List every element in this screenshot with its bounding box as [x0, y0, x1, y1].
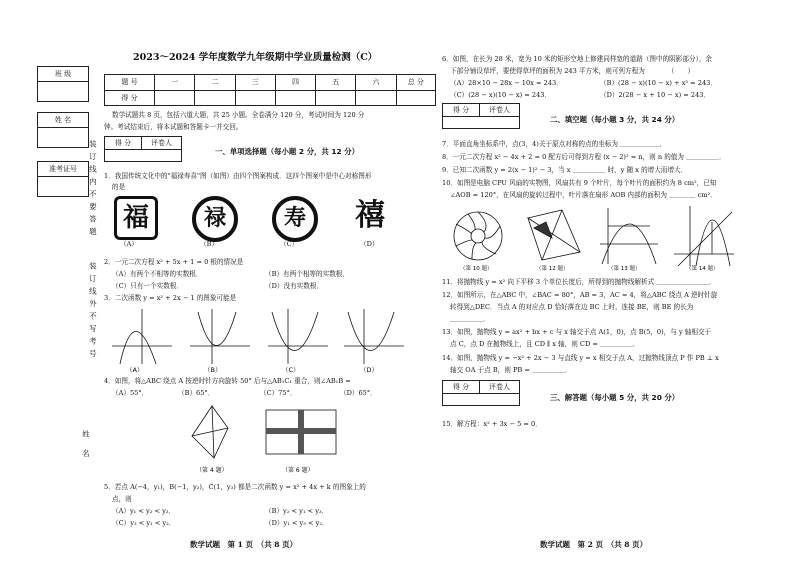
scorer-grader-label: 评卷人: [480, 381, 519, 394]
scorer-score-label: 得 分: [443, 104, 480, 117]
notice-line-2: 钟。考试结束后，将本试题和答题卡一并交回。: [104, 123, 243, 131]
q1-option-a: （A）: [120, 240, 138, 248]
name-label: 姓 名: [38, 113, 88, 128]
page-1-footer: 数学试题 第 1 页 （共 8 页）: [190, 540, 298, 549]
figures-row: [450, 204, 740, 272]
triangle-figure: [528, 210, 580, 260]
figure-4: [182, 400, 252, 475]
score-table-score-row: [105, 91, 435, 105]
q5-option-a: （A）y₁ < y₂ < y₃．: [112, 507, 176, 515]
q3-text: 3．二次函数 y = x² + 2x − 1 的图象可能是: [104, 294, 237, 302]
q1-text: 1．我国传统文化中的"福禄寿喜"图（如图）由四个图案构成．这四个图案中是中心对称图形: [104, 172, 372, 180]
q1-option-b: （B）: [200, 240, 219, 248]
q7-text: 7．平面直角坐标系中，点(3，4)关于原点对称的点的坐标为 ＿＿＿＿＿＿．: [442, 140, 667, 148]
q2-text: 2．一元二次方程 x² + 5x + 1 = 0 根的情况是: [104, 258, 244, 266]
section-2-heading: 二、填空题（每小题 3 分，共 24 分）: [550, 115, 680, 124]
q5-option-d: （D）y₁ < y₃ < y₂．: [265, 519, 329, 527]
score-row-label: 得 分: [105, 91, 155, 105]
q4-option-d: （D）65°．: [340, 389, 377, 397]
scorer-score-label: 得 分: [105, 137, 142, 150]
binding-line-text-2: 装订线外不写考号: [88, 262, 98, 362]
q12-text-cont: 转得到△DEC．当点 A 的对应点 D 恰好落在边 BC 上时，连接 BE，则 BE 的长为: [450, 303, 694, 311]
q15-text: 15．解方程：x² + 3x − 5 = 0．: [442, 420, 542, 428]
q1-option-c: （C）: [280, 240, 299, 248]
figure-6: [262, 408, 342, 476]
q2-option-b: （B）有两个相等的实数根．: [265, 270, 349, 278]
parabola-13-figure: [600, 208, 658, 264]
score-table: [104, 74, 436, 106]
binding-line-text: 装订线内不要答题: [88, 140, 98, 240]
q5-option-c: （C）y₃ < y₁ < y₂．: [112, 519, 176, 527]
figure-13-caption: （第 13 题）: [608, 266, 641, 272]
q6-option-d: （D）2(28 − x + 10 − x) = 243．: [600, 91, 711, 99]
figure-10-caption: （第 10 题）: [460, 266, 493, 272]
fu-character-icon: 福: [114, 196, 158, 240]
parabola-14-figure: [674, 206, 734, 266]
q10-text: 10．如图是电脑 CPU 风扇的实物图，风扇共有 9 个叶片，每个叶片的面积约为 8 cm²，已知: [442, 179, 717, 187]
q13-text-cont: 点 C，点 D 在抛物线上，且 CD ∥ x 轴，则 CD = ＿＿＿＿＿．: [450, 340, 640, 348]
scorer-score-label: 得 分: [443, 381, 480, 394]
q12-text-cont-2: ＿＿＿＿＿．: [450, 315, 490, 323]
q10-text-cont: ∠AOB = 120°，在风扇的旋转过程中，叶片落在扇形 AOB 内部的面积为 ＿＿＿＿ cm²．: [450, 191, 717, 199]
notice-line-1: 数学试题共 8 页，包括六道大题，共 25 小题。全卷满分 120 分，考试时间为 120 分: [112, 111, 365, 119]
score-col: 一: [155, 75, 195, 90]
q4-option-b: （B）65°．: [178, 389, 215, 397]
q2-option-c: （C）只有一个实数根．: [112, 282, 183, 290]
score-col: 六: [356, 75, 396, 90]
q5-text: 5．若点 A(−4，y₁)，B(−1，y₂)，C(1，y₃) 都是二次函数 y = x² + 4x + k 的图象上的: [104, 483, 366, 491]
q12-text: 12．如图所示，在△ABC 中，∠BAC = 80°，AB = 3，AC = 4，将△ABC 绕点 A 逆时针旋: [442, 291, 718, 299]
page-2-footer: 数学试题 第 2 页 （共 8 页）: [540, 540, 648, 549]
shou-character-icon: 寿: [272, 196, 318, 242]
scorer-grader-label: 评卷人: [142, 137, 181, 150]
q3-graph-b: [190, 309, 250, 364]
score-col: 题 号: [105, 75, 155, 90]
exam-no-box: [37, 161, 89, 197]
q4-option-c: （C）75°．: [260, 389, 297, 397]
score-col: 四: [276, 75, 316, 90]
q14-text: 14．如图，抛物线 y = −x² + 2x − 3 与直线 y = x 相交于点 A，过抛物线顶点 P 作 PB ⊥ x: [442, 354, 719, 362]
class-box: [37, 66, 89, 102]
q3-graph-d: [344, 309, 404, 364]
q14-text-cont: 轴交 OA 于点 B，则 PB = ＿＿＿＿＿．: [450, 366, 572, 374]
q4-option-a: （A）55°．: [112, 389, 149, 397]
score-table-header-row: [105, 75, 435, 91]
score-col: 二: [195, 75, 235, 90]
q2-option-d: （D）没有实数根．: [265, 282, 324, 290]
q1-option-d: （D）: [360, 240, 379, 248]
figure-6-caption: （第 6 题）: [282, 467, 314, 474]
page-title: 2023～2024 学年度数学九年级期中学业质量检测（C）: [133, 52, 378, 63]
lu-character-icon: 禄: [192, 196, 238, 242]
q3-option-d: （D）: [360, 366, 379, 374]
section-3-heading: 三、解答题（每小题 5 分，共 20 分）: [550, 393, 680, 402]
name-box: [37, 112, 89, 148]
q6-text: 6．如图，在长为 28 米，宽为 10 米的矩形空地上修建同样宽的道路（图中的阴影部分），余: [442, 55, 713, 63]
exam-no-label: 准考证号: [38, 162, 88, 177]
q6-option-c: （C）(28 − x)(10 − x) = 243．: [450, 91, 552, 99]
score-col: 总 分: [407, 78, 424, 87]
q11-text: 11．将抛物线 y = x² 向下平移 3 个单位长度后，所得到的抛物线解析式 ＿＿＿＿＿＿＿＿．: [442, 278, 716, 286]
q3-option-c: （C）: [282, 366, 300, 374]
q3-graph-a: [112, 309, 172, 364]
q9-text: 9．已知二次函数 y = 2(x − 1)² − 3，当 x ＿＿＿＿＿ 时，y 随 x 的增大而增大．: [442, 166, 688, 174]
q6-option-a: （A）28×10 − 28x − 10x = 243．: [450, 79, 563, 87]
q4-text: 4．如图，将△ABC 绕点 A 按逆时针方向旋转 50° 后与△AB₁C₁ 重合，则∠AB₁B =: [104, 377, 351, 385]
scorer-box-2: [442, 103, 520, 129]
score-col: 五: [316, 75, 356, 90]
scorer-grader-label: 评卷人: [480, 104, 519, 117]
xi-character-icon: 禧: [355, 198, 385, 234]
figure-14-caption: （第 14 题）: [686, 266, 719, 272]
q3-option-b: （B）: [204, 366, 222, 374]
q1-figures: [112, 196, 402, 256]
margin-name-text: 姓名: [81, 430, 91, 469]
q1-text-cont: 的是: [112, 183, 126, 191]
figure-4-caption: （第 4 题）: [196, 467, 228, 474]
q13-text: 13．如图，抛物线 y = ax² + bx + c 与 x 轴交于点 A(1，0)，点 B(5，0)，与 y 轴相交于: [442, 328, 712, 336]
q8-text: 8．一元二次方程 x² − 4x + 2 = 0 配方后可得到方程 (x − 2)² = n，则 n 的值为 ＿＿＿＿＿．: [442, 153, 726, 161]
score-col: 三: [236, 75, 276, 90]
q3-graphs: [112, 304, 412, 374]
scorer-box: [104, 136, 182, 162]
q2-option-a: （A）有两个不相等的实数根．: [112, 270, 203, 278]
q6-text-cont: 下部分铺设草坪，要使得草坪的面积为 243 平方米，则可列方程为 （ ）: [450, 67, 695, 75]
fan-figure: [454, 212, 502, 260]
q5-option-b: （B）y₂ < y₁ < y₃．: [265, 507, 329, 515]
section-1-heading: 一、单项选择题（每小题 2 分，共 12 分）: [215, 147, 359, 156]
q6-option-b: （B）(28 − x)(10 − x) + x² = 243．: [600, 79, 717, 87]
q3-option-a: （A）: [126, 366, 144, 374]
q5-text-cont: 点，则: [112, 495, 132, 503]
figure-12-caption: （第 12 题）: [536, 266, 569, 272]
class-label: 班 级: [38, 67, 88, 82]
scorer-box-3: [442, 380, 520, 406]
q3-graph-c: [268, 309, 328, 364]
